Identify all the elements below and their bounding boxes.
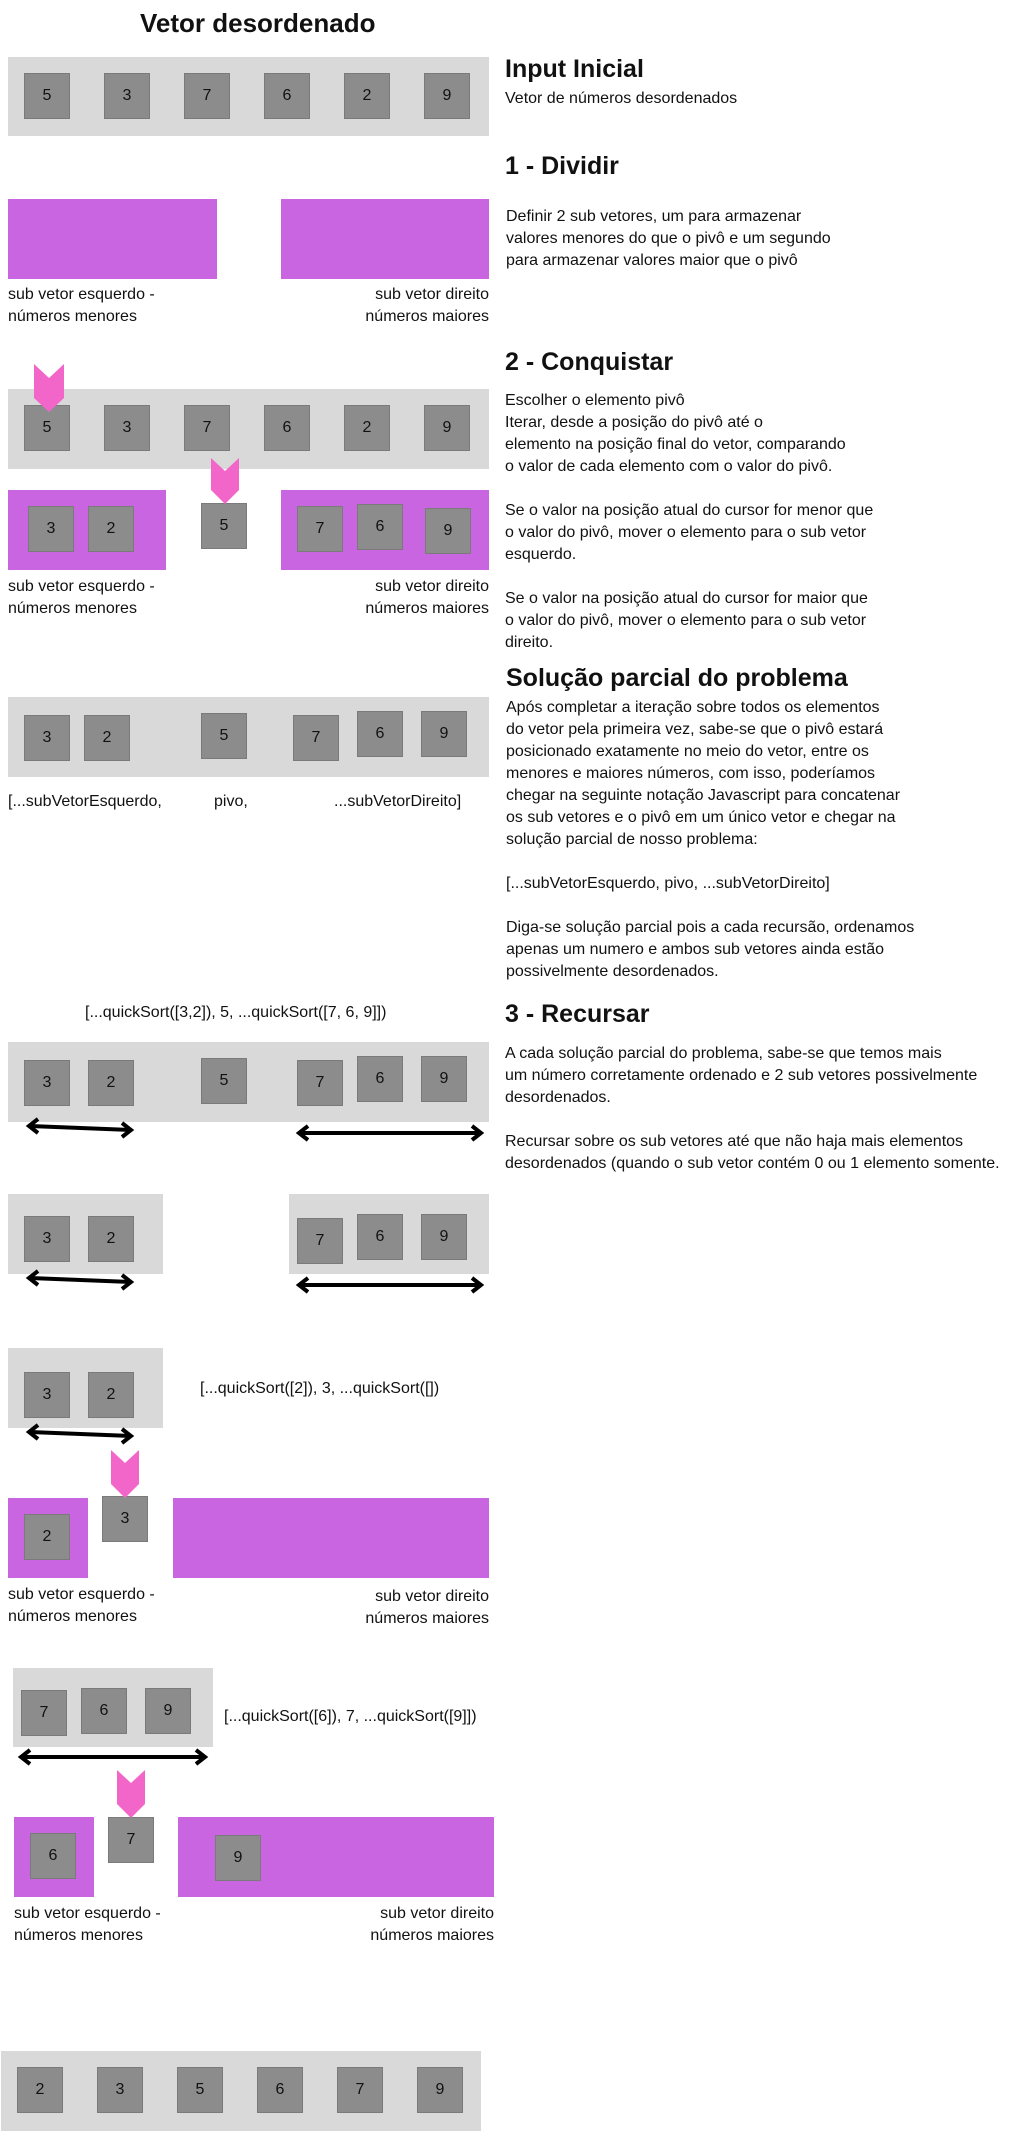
recursion-left-vector [8,1194,163,1274]
input-heading: Input Inicial [505,55,644,83]
notation-pivot: pivo, [214,793,248,810]
notation-left: [...subVetorEsquerdo, [8,793,162,810]
recursion-formula-1: [...quickSort([3,2]), 5, ...quickSort([7, 6, 9]]) [85,1004,387,1021]
vector-cell: 7 [297,1060,343,1106]
vector-cell: 3 [24,1372,70,1418]
vector-cell: 9 [421,1214,467,1260]
vector-cell: 6 [357,504,403,550]
recursion-formula-2: [...quickSort([2]), 3, ...quickSort([]) [200,1380,440,1397]
vector-cell: 7 [184,405,230,451]
vector-cell: 9 [424,405,470,451]
right-subvector-label: sub vetor direito números maiores [365,286,489,325]
vector-cell: 2 [84,715,130,761]
divide-text: Definir 2 sub vetores, um para armazenar valores menores do que o pivô e um segundo para armazenar valores maior que o pivô [506,208,831,269]
conquer-text: Escolher o elemento pivô Iterar, desde a posição do pivô até o elemento na posição final do vetor, comparando o valor de cada elemento com o valor do pivô. Se o valor na posição atual do cursor for menor que o valor do pivô, mover o elemento para o sub vetor esquerdo. Se o valor na posição atual do cursor for maior que o valor do pivô, mover o elemento para o sub vetor direito. [505,392,874,651]
vector-cell: 2 [88,1060,134,1106]
vector-cell: 2 [24,1514,70,1560]
vector-with-pivot [8,389,489,469]
partial-vector [8,697,489,777]
left-subvector-label: sub vetor esquerdo - números menores [14,1905,161,1944]
vector-cell: 3 [24,715,70,761]
vector-cell: 9 [421,1056,467,1102]
vector-cell: 2 [344,73,390,119]
initial-vector [8,57,489,136]
pivot-cell: 3 [102,1496,148,1542]
vector-cell: 3 [97,2067,143,2113]
right-subvector-label: sub vetor direito números maiores [365,578,489,617]
vector-cell: 6 [264,73,310,119]
right-subvector [178,1817,494,1897]
vector-cell: 6 [357,1056,403,1102]
pivot-marker-icon [34,364,64,414]
recurse-heading: 3 - Recursar [505,1000,650,1028]
input-text: Vetor de números desordenados [505,90,738,107]
left-subvector [8,199,217,279]
vector-cell: 3 [104,405,150,451]
left-subvector [14,1817,94,1897]
conquer-heading: 2 - Conquistar [505,348,674,376]
partial-heading: Solução parcial do problema [506,664,848,692]
vector-cell: 7 [184,73,230,119]
pivot-cell: 7 [108,1817,154,1863]
right-subvector-label: sub vetor direito números maiores [365,1588,489,1627]
vector-cell: 7 [21,1690,67,1736]
vector-cell: 7 [297,1218,343,1264]
vector-cell: 9 [424,73,470,119]
recursion-vector [8,1042,489,1122]
left-subvector-label: sub vetor esquerdo - números menores [8,286,155,325]
left-subvector-label: sub vetor esquerdo - números menores [8,1586,155,1625]
divide-heading: 1 - Dividir [505,152,619,180]
pivot-cell: 5 [201,1058,247,1104]
vector-cell: 9 [145,1688,191,1734]
vector-cell: 6 [257,2067,303,2113]
partial-text: Após completar a iteração sobre todos os elementos do vetor pela primeira vez, sabe-se que o pivô estará posicionado exatamente no meio do vetor, entre os menores e maiores números, com isso, poderíamos chegar na seguinte notação Javascript para concatenar os sub vetores e o pivô em um único vetor e chegar na solução parcial de nosso problema: [...subVetorEsquerdo, pivo, ...subVetorDireito] Diga-se solução parcial pois a cada recursão, ordenamos apenas um numero e ambos sub vetores ainda estão possivelmente desordenados. [506,699,915,980]
vector-cell: 2 [344,405,390,451]
right-subvector-label: sub vetor direito números maiores [370,1905,494,1944]
vector-cell: 6 [357,711,403,757]
vector-cell: 2 [88,506,134,552]
recurse-text: A cada solução parcial do problema, sabe-se que temos mais um número corretamente ordenado e 2 sub vetores possivelmente desordenados. Recursar sobre os sub vetores até que não haja mais elementos desordenados (quando o sub vetor contém 0 ou 1 elemento somente. [505,1045,1000,1172]
vector-cell: 7 [297,506,343,552]
vector-cell: 3 [104,73,150,119]
double-arrow-icon [26,1118,136,1138]
recursion-right-vector [289,1194,489,1274]
right-recursion-vector [13,1668,213,1747]
vector-cell: 5 [24,405,70,451]
vector-cell: 5 [24,73,70,119]
right-subvector [173,1498,489,1578]
vector-cell: 6 [264,405,310,451]
double-arrow-icon [26,1424,136,1444]
right-subvector [281,199,489,279]
left-recursion-vector [8,1348,163,1428]
pivot-marker-icon [211,458,239,506]
vector-cell: 6 [357,1214,403,1260]
vector-cell: 3 [28,506,74,552]
left-subvector-label: sub vetor esquerdo - números menores [8,578,155,617]
left-subvector [8,490,166,570]
double-arrow-icon [26,1270,136,1290]
vector-cell: 3 [24,1216,70,1262]
sorted-vector [1,2051,481,2131]
vector-cell: 9 [421,711,467,757]
vector-cell: 9 [425,508,471,554]
right-subvector [281,490,489,570]
vector-cell: 5 [177,2067,223,2113]
vector-cell: 6 [81,1688,127,1734]
vector-cell: 3 [24,1060,70,1106]
recursion-formula-3: [...quickSort([6]), 7, ...quickSort([9]]) [224,1708,477,1725]
vector-cell: 7 [293,715,339,761]
page-title: Vetor desordenado [140,8,376,38]
vector-cell: 7 [337,2067,383,2113]
double-arrow-icon [18,1747,208,1767]
vector-cell: 9 [215,1835,261,1881]
pivot-marker-icon [111,1450,139,1500]
double-arrow-icon [296,1123,484,1143]
left-subvector [8,1498,88,1578]
vector-cell: 2 [88,1216,134,1262]
double-arrow-icon [296,1275,484,1295]
pivot-cell: 5 [201,503,247,549]
vector-cell: 2 [17,2067,63,2113]
pivot-cell: 5 [201,713,247,759]
notation-right: ...subVetorDireito] [334,793,462,810]
pivot-marker-icon [117,1770,145,1820]
vector-cell: 9 [417,2067,463,2113]
vector-cell: 6 [30,1833,76,1879]
vector-cell: 2 [88,1372,134,1418]
